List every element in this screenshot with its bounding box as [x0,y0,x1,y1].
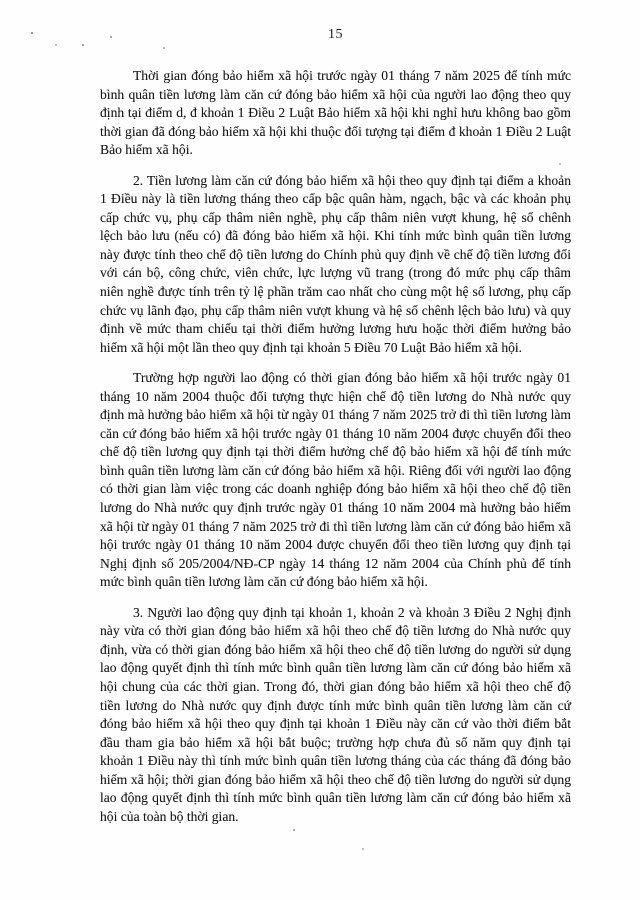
document-body [100,67,571,838]
paragraph-clause-2: 2. Tiền lương làm căn cứ đóng bảo hiểm xã hội theo quy định tại điểm a khoản 1 Điều này là tiền lương tháng theo cấp bậc quân hàm, ngạch, bậc và các khoản phụ cấp chức vụ, phụ cấp thâm niên nghề, phụ cấp thâm niên vượt khung, hệ số chênh lệch bảo lưu (nếu có) đã đóng bảo hiểm xã hội. Khi tính mức bình quân tiền lương này được tính theo chế độ tiền lương do Chính phủ quy định về chế độ tiền lương đối với cán bộ, công chức, viên chức, lực lượng vũ trang (trong đó mức phụ cấp thâm niên nghề được tính trên tỷ lệ phần trăm cao nhất cho cùng một hệ số lương, phụ cấp chức vụ lãnh đạo, phụ cấp thâm niên vượt khung và hệ số chênh lệch bảo lưu) và quy định về mức tham chiếu tại thời điểm hưởng lương hưu hoặc thời điểm hưởng bảo hiểm xã hội một lần theo quy định tại khoản 5 Điều 70 Luật Bảo hiểm xã hội. [100,172,571,355]
scan-speck [163,47,165,49]
page-number: 15 [328,27,343,42]
paragraph-clause-3: 3. Người lao động quy định tại khoản 1, khoản 2 và khoản 3 Điều 2 Nghị định này vừa có thời gian đóng bảo hiểm xã hội theo chế độ tiền lương do Nhà nước quy định, vừa có thời gian đóng bảo hiểm xã hội theo chế độ tiền lương do người sử dụng lao động quyết định thì tính mức bình quân tiền lương làm căn cứ đóng bảo hiểm xã hội chung của các thời gian. Trong đó, thời gian đóng bảo hiểm xã hội theo chế độ tiền lương do Nhà nước quy định được tính mức bình quân tiền lương làm căn cứ đóng bảo hiểm xã hội theo quy định tại khoản 1 Điều này căn cứ vào thời điểm bắt đầu tham gia bảo hiểm xã hội bắt buộc; trường hợp chưa đủ số năm quy định tại khoản 1 Điều này thì tính mức bình quân tiền lương tháng của các tháng đã đóng bảo hiểm xã hội; thời gian đóng bảo hiểm xã hội theo chế độ tiền lương do người sử dụng lao động quyết định thì tính mức bình quân tiền lương làm căn cứ đóng bảo hiểm xã hội của toàn bộ thời gian. [100,604,571,824]
scan-speck [55,44,57,46]
paragraph-intro-clause: Thời gian đóng bảo hiểm xã hội trước ngày 01 tháng 7 năm 2025 để tính mức bình quân tiền lương làm căn cứ đóng bảo hiểm xã hội của người lao động theo quy định tại điểm d, đ khoản 1 Điều 2 Luật Bảo hiểm xã hội khi nghỉ hưu không bao gồm thời gian đã đóng bảo hiểm xã hội khi thuộc đối tượng tại điểm đ khoản 1 Điều 2 Luật Bảo hiểm xã hội. [100,68,571,158]
scan-speck [82,44,84,46]
scan-speck [31,32,33,34]
paragraph-transition-case: Trường hợp người lao động có thời gian đóng bảo hiểm xã hội trước ngày 01 tháng 10 năm 2004 thuộc đối tượng thực hiện chế độ tiền lương do Nhà nước quy định mà hưởng bảo hiểm xã hội từ ngày 01 tháng 7 năm 2025 trở đi thì tiền lương làm căn cứ đóng bảo hiểm xã hội trước ngày 01 tháng 10 năm 2004 được chuyển đổi theo chế độ tiền lương quy định tại thời điểm hưởng chế độ bảo hiểm xã hội để tính mức bình quân tiền lương làm căn cứ đóng bảo hiểm xã hội. Riêng đối với người lao động có thời gian làm việc trong các doanh nghiệp đóng bảo hiểm xã hội theo chế độ tiền lương do Nhà nước quy định trước ngày 01 tháng 10 năm 2004 mà hưởng bảo hiểm xã hội từ ngày 01 tháng 7 năm 2025 trở đi thì tiền lương làm căn cứ đóng bảo hiểm xã hội trước ngày 01 tháng 10 năm 2004 được chuyển đổi theo tiền lương quy định tại Nghị định số 205/2004/NĐ-CP ngày 14 tháng 12 năm 2004 của Chính phủ để tính mức bình quân tiền lương làm căn cứ đóng bảo hiểm xã hội. [100,370,571,590]
scan-speck [362,848,364,850]
